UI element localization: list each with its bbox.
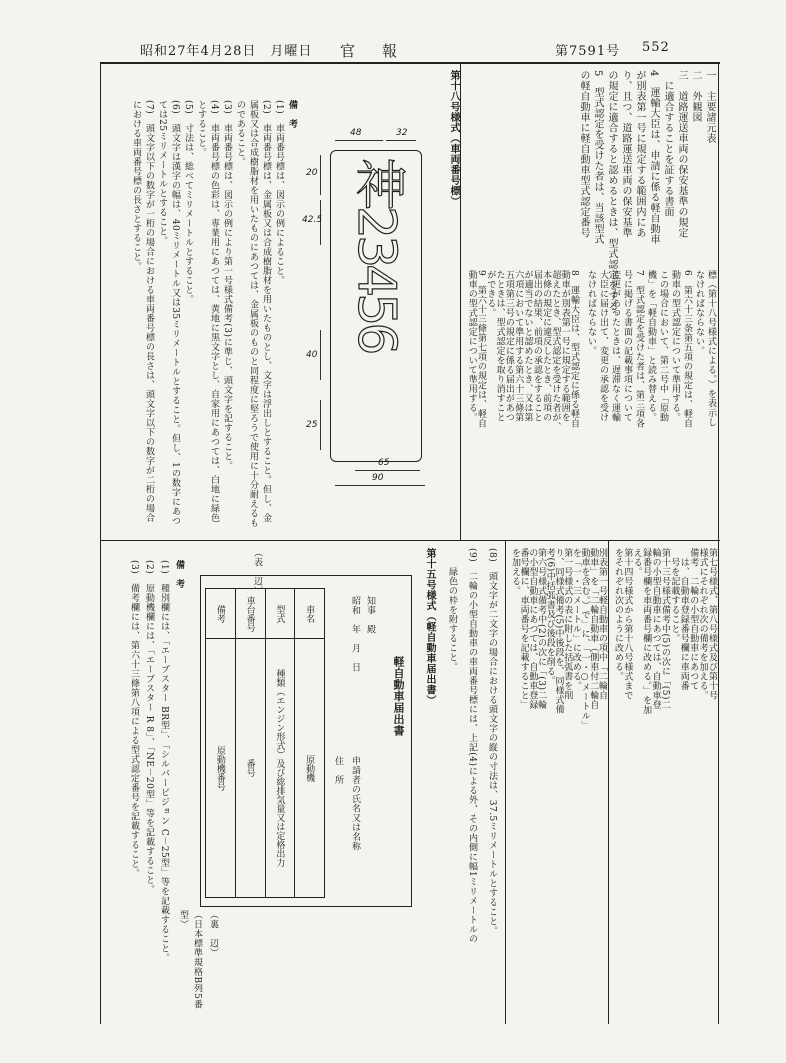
text-line: 号を記載すること。 <box>669 548 680 643</box>
dimension-label: 42.5 <box>302 215 323 225</box>
text-line: 録番号欄を車両番号欄に改める。」を加 <box>641 548 652 715</box>
text-line: の規定に適合すると認めるときは、型式認定をする。 <box>606 70 617 322</box>
text-line: ができる。 <box>485 270 496 318</box>
text-line: 第十三号様式備考中(5)の次に「(5)二 <box>659 548 670 710</box>
note-item: (9) 二輪の小型自動車の車両番号標には、上記(4)による外、その内側に幅1ミリメートルの <box>467 548 477 944</box>
note-item: 緑色の枠を附すること。 <box>447 548 457 672</box>
text-line: この場合において、第二号中「原動 <box>658 270 668 422</box>
dimension-line <box>320 400 321 450</box>
text-line: の軽自動車に軽自動車型式認定番号 <box>578 70 589 238</box>
notes-heading: 備 考 <box>287 100 297 129</box>
form-applicant: 申請者の氏名又は名称 <box>350 756 360 851</box>
dimension-line <box>320 330 321 380</box>
text-line: 番号欄に、車両番号を記載すること」 <box>518 548 529 710</box>
articles-8-9-column <box>466 270 578 535</box>
lower-column-rule-1 <box>505 540 506 1024</box>
notification-form <box>200 575 412 907</box>
amendments-far-right-column <box>612 548 716 1018</box>
form18-notes-continued <box>440 548 502 1018</box>
text-line: 7 型式認定を受けた者は、第三項各 <box>634 270 644 429</box>
notes-heading: 備 考 <box>174 560 184 589</box>
note-item: (6) 頭文字は漢字の幅は、40ミリメートル又は35ミリメートルとすること。但し、1の数字にあつては25ミリメートルとすること。 <box>157 100 180 526</box>
note-item: (3) 備考欄には、第六十三條第八項による型式認定番号を記載すること。 <box>129 560 139 879</box>
dimension-line <box>335 485 425 486</box>
text-line: 第十四号様式から第十八号様式まで <box>622 548 633 700</box>
form-table <box>205 588 325 898</box>
text-line: の小型自動車にあつては、自動車登録 <box>527 548 538 710</box>
amendments-middle-column <box>510 548 606 1018</box>
form15-notes <box>108 560 186 1020</box>
text-line: を加える。 <box>509 548 520 596</box>
form18-notes <box>108 100 298 530</box>
text-line: 六項において準用する第六十三條第 <box>513 270 524 422</box>
text-line: をそれぞれ次のように改める。 <box>612 548 623 681</box>
form-cell: 車名 <box>295 589 325 639</box>
text-line: 動車の型式認定について準用する。 <box>670 270 680 422</box>
dimension-label: 25 <box>306 420 318 430</box>
note-item: (3) 車両番号標は、図示の例により第一号様式備考(3)に準じ、頭文字を記すること。 <box>222 100 232 471</box>
page-number: 552 <box>642 40 670 55</box>
text-line: 号に掲げる書面の記載事項について <box>622 270 632 422</box>
form-cell: 原動機番号 <box>206 639 236 898</box>
dimension-label: 65 <box>378 458 390 468</box>
dimension-label: 32 <box>396 128 408 138</box>
note-item: (7) 頭文字以下の数字が一桁の場合における車両番号標の長さは、頭文字以下の数字が二桁の場合における車両番号標の長さとすること。 <box>131 100 154 523</box>
note-item: (8) 頭文字が二文字の場合における頭文字の縦の寸法は、37.5ミリメートルとすること。 <box>487 548 497 936</box>
text-line: が適当でないと認めたとき、又は第 <box>522 270 533 422</box>
text-line: 五項第三号の規定に係る届出があつ <box>503 270 514 422</box>
header-rule <box>100 62 720 64</box>
form-cell: 原動機 <box>295 639 325 898</box>
gazette-title: 官 報 <box>340 42 404 60</box>
middle-rule <box>100 540 720 541</box>
upper-column-rule <box>460 64 461 540</box>
dimension-line <box>386 140 416 141</box>
form-heading: 軽自動車届出書 <box>392 656 405 737</box>
text-line: 一 主要諸元表 <box>704 70 715 144</box>
dimension-label: 48 <box>350 128 362 138</box>
form-cell: 種類（エンジン形式）及び総排気量又は定格出力 <box>265 639 295 898</box>
dimension-line <box>335 140 383 141</box>
issue-number: 第7591号 <box>555 44 621 59</box>
text-line: 第六号様式備考中(2)の次に「(3)二輪 <box>536 548 547 710</box>
form15-top-label: （表 辺） <box>252 548 262 596</box>
text-line: 変更があつたときは、遅滞なく運輸 <box>610 270 620 422</box>
form-cell: 車台番号 <box>235 589 265 639</box>
form-date-line: 昭和 年 月 日 <box>350 596 360 672</box>
form-addressee: 知事 殿 <box>365 596 375 634</box>
dimension-label: 90 <box>372 473 384 483</box>
form15-title: 第十五号様式（軽自動車届出書） <box>424 548 435 706</box>
dimension-label: 40 <box>306 350 318 360</box>
text-line: 標（第十八号様式による。）を表示し <box>706 270 716 427</box>
note-item: (1) 車両番号標は、図示の例によること。 <box>274 100 284 286</box>
text-line: を「一・三メートル」に改める。 <box>570 548 581 691</box>
text-line: 第七号様式、第八号様式及び第十号 <box>707 548 717 700</box>
note-item: (2) 原動機欄には、「エーブスター R 8」、「NE－20型」等を記載すること。 <box>144 560 154 894</box>
form-cell: 備考 <box>206 589 236 639</box>
text-line: 二 外観図 <box>690 70 701 123</box>
articles-6-7-column <box>582 270 717 535</box>
text-line: 別表第一号軽自動車の項中「二輪自 <box>597 548 607 700</box>
right-rule <box>718 64 719 1024</box>
plate-number-text: 神23456 <box>346 158 406 352</box>
form-cell: 型式 <box>265 589 295 639</box>
text-line: なければならない。 <box>694 270 704 356</box>
text-line: 動車が別表第一号に規定する範囲を <box>559 270 570 422</box>
form-cell: 番号 <box>235 639 265 898</box>
text-line: たときは、型式認定を取り消すこと <box>494 270 505 422</box>
issue-date: 昭和27年4月28日 月曜日 <box>140 44 313 59</box>
text-line: 5 型式認定を受けた者は、当該型式 <box>592 70 603 245</box>
lower-column-rule-2 <box>608 540 609 1024</box>
form18-title: 第十八号様式（車両番号標） <box>448 70 459 207</box>
text-line: に適合することを証する書面 <box>662 70 673 217</box>
note-item: (1) 種別欄には、「エーブスター BR型」、「シルバーピジョン C－25型」等を記載すること。 <box>159 560 169 963</box>
text-line: える。 <box>631 548 642 577</box>
text-line: 4 運輸大臣は、申請に係る軽自動車 <box>648 70 659 245</box>
text-line: 動車を含む。）で」に、「一・○メートル」 <box>579 548 590 730</box>
text-line: 第一号様式の表に附した括弧書を削 <box>562 548 573 700</box>
form15-bottom-label: （裏 辺） <box>208 910 218 958</box>
text-line: り、且つ、道路運送車両の保安基準 <box>620 70 631 238</box>
text-line: 動車の型式認定について準用する。 <box>466 270 477 422</box>
dimension-line <box>320 155 321 195</box>
text-line: は、自動車登録番号欄に車両番 <box>678 548 689 691</box>
text-line: 様式にそれぞれ次の備考を加える。 <box>697 548 708 700</box>
text-line: 備考 二輪の小型自動車にあつて <box>688 548 699 691</box>
text-line: 届出の結果、前項の承認をすること <box>531 270 542 422</box>
dimension-line <box>355 470 420 471</box>
text-line: 超えたとき、型式認定を受けた者が、 <box>550 270 561 432</box>
text-line: 大臣に届け出て、変更の承認を受け <box>598 270 608 422</box>
note-item: (2) 車両番号標は、金属板又は合成樹脂材を用いたものとし、文字は浮出しとすること。但し、金属板又は合成樹脂材を用いたものにあつては、金属板のものと同程度に堅ろうで使用に十分耐えるものであること。 <box>235 100 271 528</box>
note-item: (5) 寸法は、総べてミリメートルとすること。 <box>183 100 193 305</box>
text-line: が別表第一号に規定する範囲内にあ <box>634 70 645 238</box>
text-line: 考(6)中括弧書及び後段を削る。 <box>544 548 555 686</box>
text-line: 8 運輸大臣は、型式認定に係る軽自 <box>569 270 579 429</box>
text-line: 本條の規定に違反したとき、前項の <box>541 270 552 422</box>
left-rule <box>100 64 101 1024</box>
dimension-label: 20 <box>306 168 318 178</box>
text-line: 6 第六十三条第五項の規定は、軽自 <box>682 270 692 429</box>
text-line: り、同様式備考(5)中後段を、同様式備 <box>553 548 564 715</box>
note-item: (4) 車両番号標の色彩は、専業用にあつては、黄地に黒文字とし、自家用にあつては、白地に緑色とすること。 <box>196 100 219 523</box>
text-line: 9 第六十三條第七項の規定は、軽自 <box>476 270 487 429</box>
text-line: なければならない。 <box>586 270 596 356</box>
text-line: 三 道路運送車両の保安基準の規定 <box>676 70 687 238</box>
text-line: 輪の小型自動車にあつては、自動車登 <box>650 548 661 710</box>
text-line: 動車」を「二輪自動車（側車付二輪自 <box>588 548 599 710</box>
text-line: 機」を「軽自動車」と読み替える。 <box>646 270 656 422</box>
form-address: 住 所 <box>333 756 343 785</box>
form15-paper-size: （日本標準規格B列5番型） <box>178 910 202 1009</box>
